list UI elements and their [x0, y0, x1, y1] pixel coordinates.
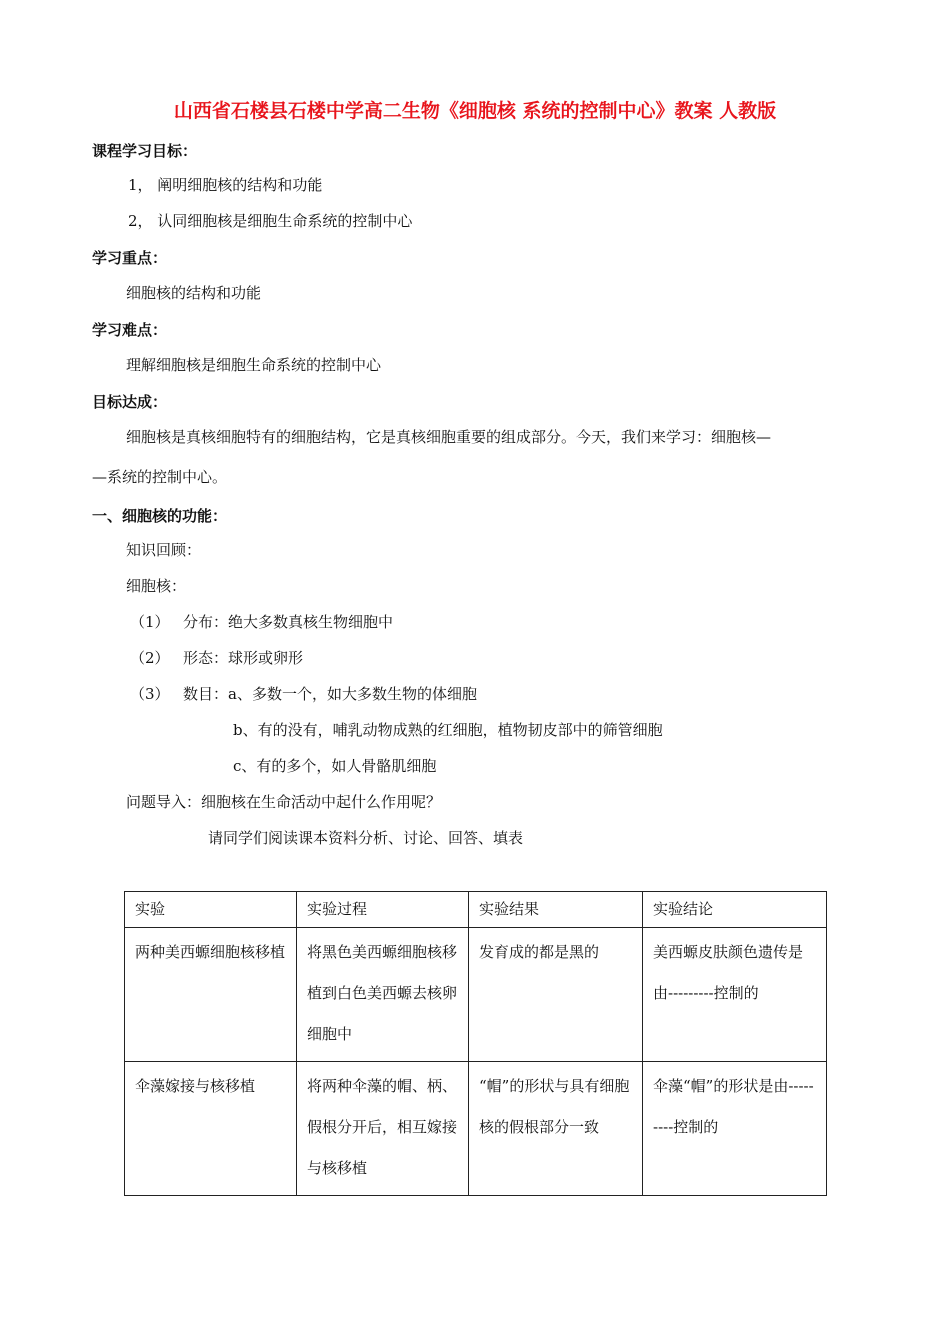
table-row [125, 1062, 827, 1196]
instruction-text: 请同学们阅读课本资料分析、讨论、回答、填表 [208, 829, 524, 847]
table-header-cell: 实验 [125, 892, 297, 928]
review-label: 知识回顾： [126, 541, 202, 559]
achieve-line-1: 细胞核是真核细胞特有的细胞结构，它是真核细胞重要的组成部分。今天，我们来学习：细胞核— [126, 428, 772, 446]
goal-item-2: 2， 认同细胞核是细胞生命系统的控制中心 [128, 212, 413, 230]
sub-item-c: c、有的多个，如人骨骼肌细胞 [233, 757, 437, 775]
item-number-3: （3） [130, 685, 170, 703]
difficulty-text: 理解细胞核是细胞生命系统的控制中心 [126, 356, 382, 374]
goal-item-1: 1， 阐明细胞核的结构和功能 [128, 176, 323, 194]
item-text-2: 形态：球形或卵形 [183, 649, 304, 667]
table-header-row [125, 892, 827, 928]
item-number-1: （1） [130, 613, 170, 631]
nucleus-label: 细胞核： [126, 577, 187, 595]
achieve-heading: 目标达成： [92, 393, 168, 411]
focus-heading: 学习重点： [92, 249, 168, 267]
table-cell: “帽”的形状与具有细胞核的假根部分一致 [469, 1062, 643, 1196]
table-cell: 伞藻“帽”的形状是由---------控制的 [643, 1062, 827, 1196]
document-title: 山西省石楼县石楼中学高二生物《细胞核 系统的控制中心》教案 人教版 [173, 100, 777, 122]
table-cell: 两种美西螈细胞核移植 [125, 928, 297, 1062]
item-text-3: 数目：a、多数一个，如大多数生物的体细胞 [183, 685, 477, 703]
experiment-table [124, 891, 827, 1196]
table-cell: 伞藻嫁接与核移植 [125, 1062, 297, 1196]
table-cell: 将黑色美西螈细胞核移植到白色美西螈去核卵细胞中 [297, 928, 469, 1062]
table-header-cell: 实验过程 [297, 892, 469, 928]
table-cell: 将两种伞藻的帽、柄、假根分开后，相互嫁接与核移植 [297, 1062, 469, 1196]
table-cell: 发育成的都是黑的 [469, 928, 643, 1062]
item-text-1: 分布：绝大多数真核生物细胞中 [183, 613, 394, 631]
difficulty-heading: 学习难点： [92, 321, 168, 339]
achieve-line-2: —系统的控制中心。 [92, 468, 228, 486]
table-row [125, 928, 827, 1062]
section1-heading: 一、细胞核的功能： [92, 507, 228, 525]
table-cell: 美西螈皮肤颜色遗传是由---------控制的 [643, 928, 827, 1062]
focus-text: 细胞核的结构和功能 [126, 284, 262, 302]
item-number-2: （2） [130, 649, 170, 667]
sub-item-b: b、有的没有，哺乳动物成熟的红细胞，植物韧皮部中的筛管细胞 [233, 721, 663, 739]
goals-heading: 课程学习目标： [92, 142, 198, 160]
table-header-cell: 实验结果 [469, 892, 643, 928]
table-header-cell: 实验结论 [643, 892, 827, 928]
question-intro: 问题导入：细胞核在生命活动中起什么作用呢？ [126, 793, 442, 811]
